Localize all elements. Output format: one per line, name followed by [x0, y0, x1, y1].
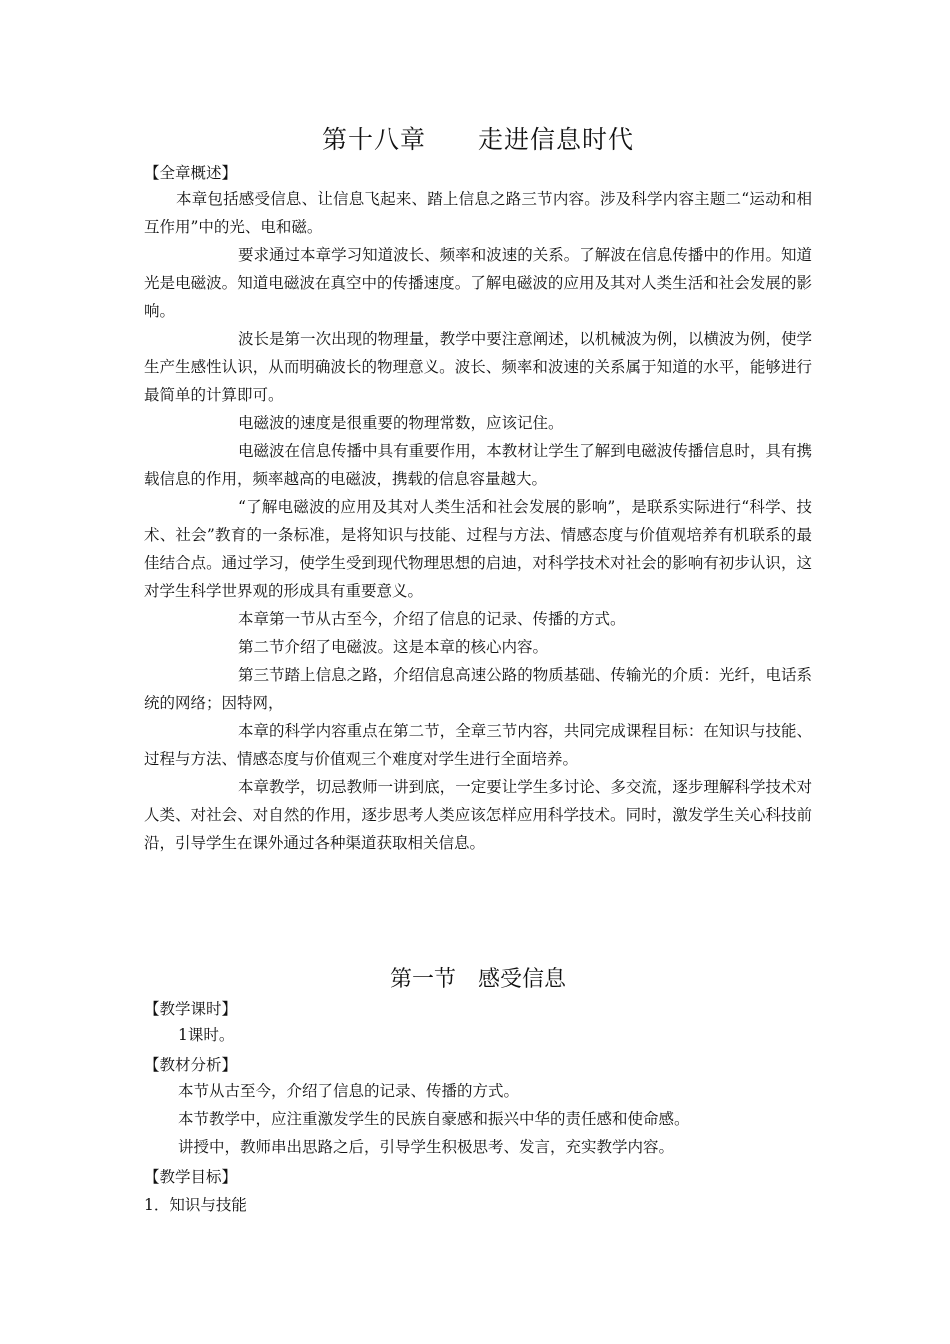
overview-paragraph: 电磁波的速度是很重要的物理常数，应该记住。	[238, 414, 564, 432]
overview-paragraph: 本章第一节从古至今，介绍了信息的记录、传播的方式。	[238, 610, 626, 628]
analysis-paragraph: 讲授中，教师串出思路之后，引导学生积极思考、发言，充实教学内容。	[178, 1138, 675, 1156]
overview-paragraph: 电磁波在信息传播中具有重要作用，本教材让学生了解到电磁波传播信息时，具有携载信息的作用，频率越高的电磁波，携载的信息容量越大。	[144, 442, 812, 488]
goals-heading: 【教学目标】	[144, 1168, 238, 1186]
overview-paragraph: 要求通过本章学习知道波长、频率和波速的关系。了解波在信息传播中的作用。知道光是电磁波。知道电磁波在真空中的传播速度。了解电磁波的应用及其对人类生活和社会发展的影响。	[144, 246, 812, 320]
overview-paragraph: 第三节踏上信息之路，介绍信息高速公路的物质基础、传输光的介质：光纤，电话系统的网络；因特网，	[144, 666, 812, 712]
overview-paragraph: 本章教学，切忌教师一讲到底，一定要让学生多讨论、多交流，逐步理解科学技术对人类、对社会、对自然的作用，逐步思考人类应该怎样应用科学技术。同时，激发学生关心科技前沿，引导学生在课外通过各种渠道获取相关信息。	[144, 778, 812, 852]
overview-paragraph: 本章包括感受信息、让信息飞起来、踏上信息之路三节内容。涉及科学内容主题二“运动和相互作用”中的光、电和磁。	[144, 190, 812, 236]
overview-paragraph: 第二节介绍了电磁波。这是本章的核心内容。	[238, 638, 549, 656]
hours-text: 1课时。	[178, 1026, 235, 1044]
analysis-paragraph: 本节从古至今，介绍了信息的记录、传播的方式。	[178, 1082, 520, 1100]
section-title: 第一节 感受信息	[389, 967, 566, 992]
chapter-title: 第十八章 走进信息时代	[321, 125, 634, 154]
analysis-paragraph: 本节教学中，应注重激发学生的民族自豪感和振兴中华的责任感和使命感。	[178, 1110, 690, 1128]
overview-paragraph: 本章的科学内容重点在第二节，全章三节内容，共同完成课程目标：在知识与技能、过程与方法、情感态度与价值观三个难度对学生进行全面培养。	[144, 722, 812, 768]
overview-paragraph: 波长是第一次出现的物理量，教学中要注意阐述，以机械波为例，以横波为例，使学生产生感性认识，从而明确波长的物理意义。波长、频率和波速的关系属于知道的水平，能够进行最简单的计算即可。	[144, 330, 812, 404]
goal-item: 1．知识与技能	[144, 1196, 247, 1214]
analysis-heading: 【教材分析】	[144, 1056, 238, 1074]
hours-heading: 【教学课时】	[144, 1000, 238, 1018]
overview-heading: 【全章概述】	[144, 164, 238, 182]
overview-paragraph: “了解电磁波的应用及其对人类生活和社会发展的影响”，是联系实际进行“科学、技术、社会”教育的一条标准，是将知识与技能、过程与方法、情感态度与价值观培养有机联系的最佳结合点。通过学习，使学生受到现代物理思想的启迪，对科学技术对社会的影响有初步认识，这对学生科学世界观的形成具有重要意义。	[144, 498, 812, 600]
